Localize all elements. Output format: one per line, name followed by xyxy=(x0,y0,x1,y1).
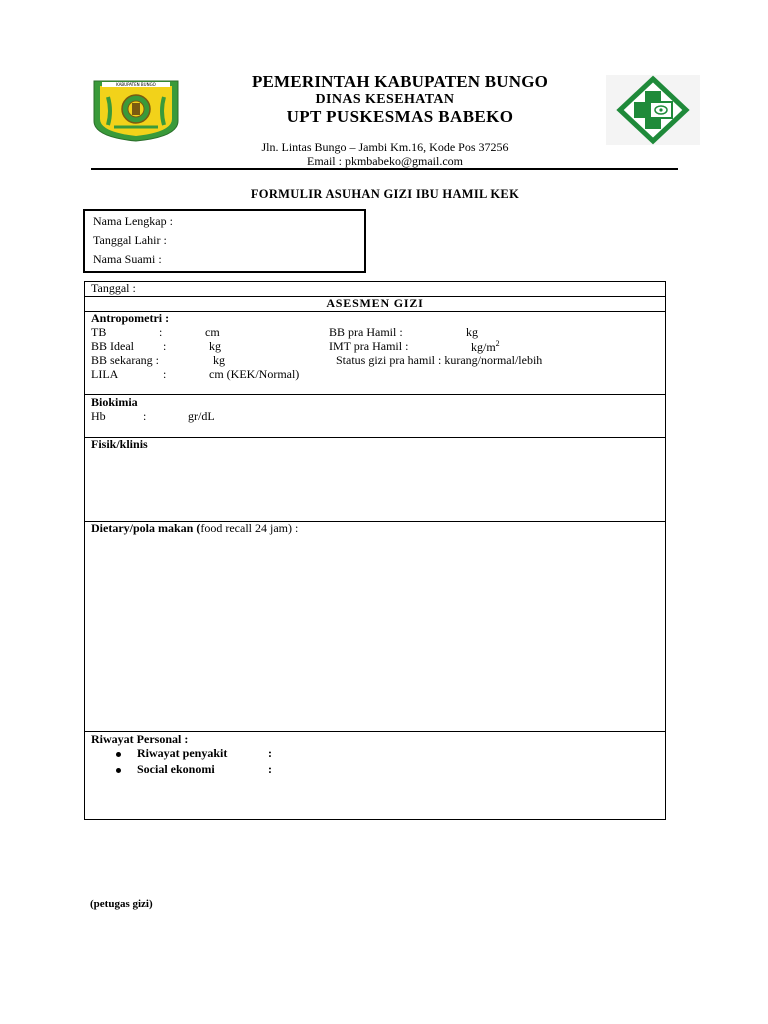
tb-colon: : xyxy=(159,325,163,339)
asesmen-gizi-title: ASESMEN GIZI xyxy=(326,296,424,310)
bb-ideal-label: BB Ideal xyxy=(91,339,134,353)
bb-sekarang-label: BB sekarang : xyxy=(91,353,159,367)
bb-pra-hamil-unit: kg xyxy=(466,325,478,339)
kabupaten-bungo-logo xyxy=(90,77,182,143)
petugas-gizi-signature: (petugas gizi) xyxy=(90,898,153,910)
form-title: FORMULIR ASUHAN GIZI IBU HAMIL KEK xyxy=(250,187,520,201)
antropometri-heading: Antropometri : xyxy=(91,311,170,325)
header-puskesmas: UPT PUSKESMAS BABEKO xyxy=(286,107,514,126)
tanggal-label: Tanggal : xyxy=(91,281,136,295)
imt-pra-hamil-label: IMT pra Hamil : xyxy=(329,339,409,353)
header-department: DINAS KESEHATAN xyxy=(315,92,455,107)
hb-label: Hb xyxy=(91,409,106,423)
dietary-heading: Dietary/pola makan (food recall 24 jam) : xyxy=(91,521,299,535)
imt-unit-exponent: 2 xyxy=(495,339,500,348)
header-government: PEMERINTAH KABUPATEN BUNGO xyxy=(251,72,549,91)
riwayat-personal-section xyxy=(85,731,665,819)
fisik-klinis-section xyxy=(85,437,665,522)
status-gizi-label: Status gizi pra hamil : kurang/normal/lebih xyxy=(336,353,543,367)
hb-colon: : xyxy=(143,409,147,423)
bb-ideal-unit: kg xyxy=(209,339,221,353)
logo-caption: KABUPATEN BUNGO xyxy=(116,82,156,87)
tb-label: TB xyxy=(91,325,107,339)
lila-unit: cm (KEK/Normal) xyxy=(209,367,300,381)
header-email: Email : pkmbabeko@gmail.com xyxy=(306,154,464,168)
bullet-icon xyxy=(116,752,121,757)
tb-unit: cm xyxy=(205,325,220,339)
antropometri-section xyxy=(85,311,665,395)
tanggal-lahir-label: Tanggal Lahir : xyxy=(93,233,167,247)
header-address: Jln. Lintas Bungo – Jambi Km.16, Kode Pos 37256 xyxy=(261,140,509,154)
bb-ideal-colon: : xyxy=(163,339,167,353)
lila-label: LILA xyxy=(91,367,119,381)
social-ekonomi-colon: : xyxy=(268,762,272,776)
nama-lengkap-label: Nama Lengkap : xyxy=(93,214,173,228)
bb-sekarang-unit: kg xyxy=(213,353,225,367)
biokimia-section xyxy=(85,394,665,438)
bb-pra-hamil-label: BB pra Hamil : xyxy=(329,325,403,339)
riwayat-penyakit-colon: : xyxy=(268,746,272,760)
assessment-table xyxy=(84,281,666,820)
lila-colon: : xyxy=(163,367,167,381)
fisik-klinis-heading: Fisik/klinis xyxy=(91,437,148,451)
puskesmas-logo xyxy=(606,75,700,145)
imt-unit: $kg/m^2$ xyxy=(471,339,500,354)
asesmen-title-row xyxy=(85,296,665,312)
riwayat-penyakit-label: Riwayat penyakit xyxy=(137,746,228,760)
riwayat-personal-heading: Riwayat Personal : xyxy=(91,732,189,746)
nama-suami-label: Nama Suami : xyxy=(93,252,162,266)
dietary-section xyxy=(85,521,665,732)
header-divider xyxy=(91,168,678,170)
biokimia-heading: Biokimia xyxy=(91,395,138,409)
hb-unit: gr/dL xyxy=(188,409,215,423)
bullet-icon xyxy=(116,768,121,773)
identity-box xyxy=(83,209,366,273)
social-ekonomi-label: Social ekonomi xyxy=(137,762,215,776)
tanggal-row xyxy=(85,282,665,297)
